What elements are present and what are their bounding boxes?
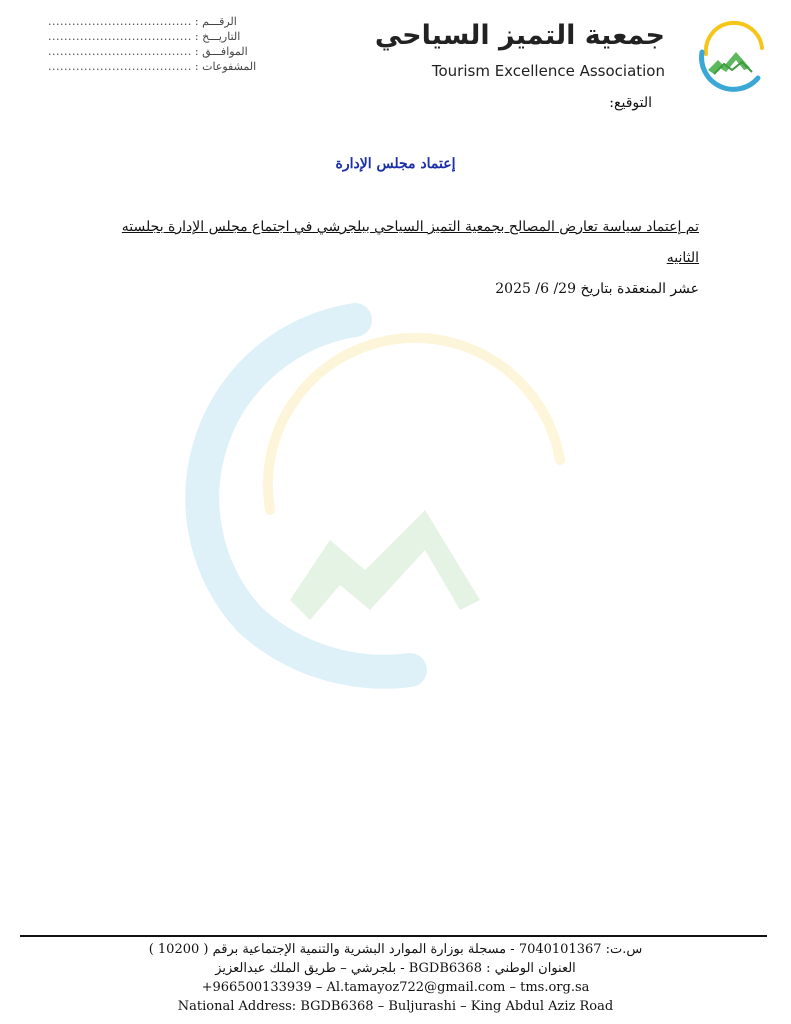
meta-dots: .................................... [48,15,192,28]
association-logo-icon [692,14,772,94]
meta-label-date: التاريـــخ : [194,30,241,43]
body-line-2: عشر المنعقدة بتاريخ 29/ 6/ 2025 [495,281,699,297]
footer-contact: +966500133939 – Al.tamayoz722@gmail.com – tms.org.sa [201,980,590,995]
org-name-arabic: جمعية التميز السياحي [374,20,665,51]
document-meta [48,14,257,74]
footer [0,940,791,1016]
signature-label: التوقيع: [609,95,652,111]
document-body [99,212,699,305]
org-name-english: Tourism Excellence Association [431,62,665,80]
meta-dots: .................................... [48,30,192,43]
footer-registration: س.ت: 7040101367 - مسجلة بوزارة الموارد البشرية والتنمية الإجتماعية برقم ( 10200 ) [148,942,643,957]
meta-row-attachments [48,59,257,74]
meta-dots: .................................... [48,60,192,73]
footer-national-address-ar: العنوان الوطني : BGDB6368 - بلجرشي – طريق الملك عبدالعزيز [215,961,576,976]
meta-row-corresponding [48,44,248,59]
meta-label-corresponding: الموافـــق : [194,45,248,58]
meta-row-number [48,14,237,29]
watermark-logo-icon [180,300,600,680]
meta-label-attachments: المشفوعات : [194,60,257,73]
footer-national-address-en: National Address: BGDB6368 – Buljurashi – King Abdul Aziz Road [177,999,614,1014]
document-title: إعتماد مجلس الإدارة [335,156,456,172]
body-line-1: تم إعتماد سياسة تعارض المصالح بجمعية التميز السياحي ببلجرشي في اجتماع مجلس الإدارة بجلسته الثانيه [121,219,699,266]
meta-label-number: الرقـــم : [194,15,237,28]
meta-row-date [48,29,241,44]
meta-dots: .................................... [48,45,192,58]
footer-divider [20,935,767,937]
